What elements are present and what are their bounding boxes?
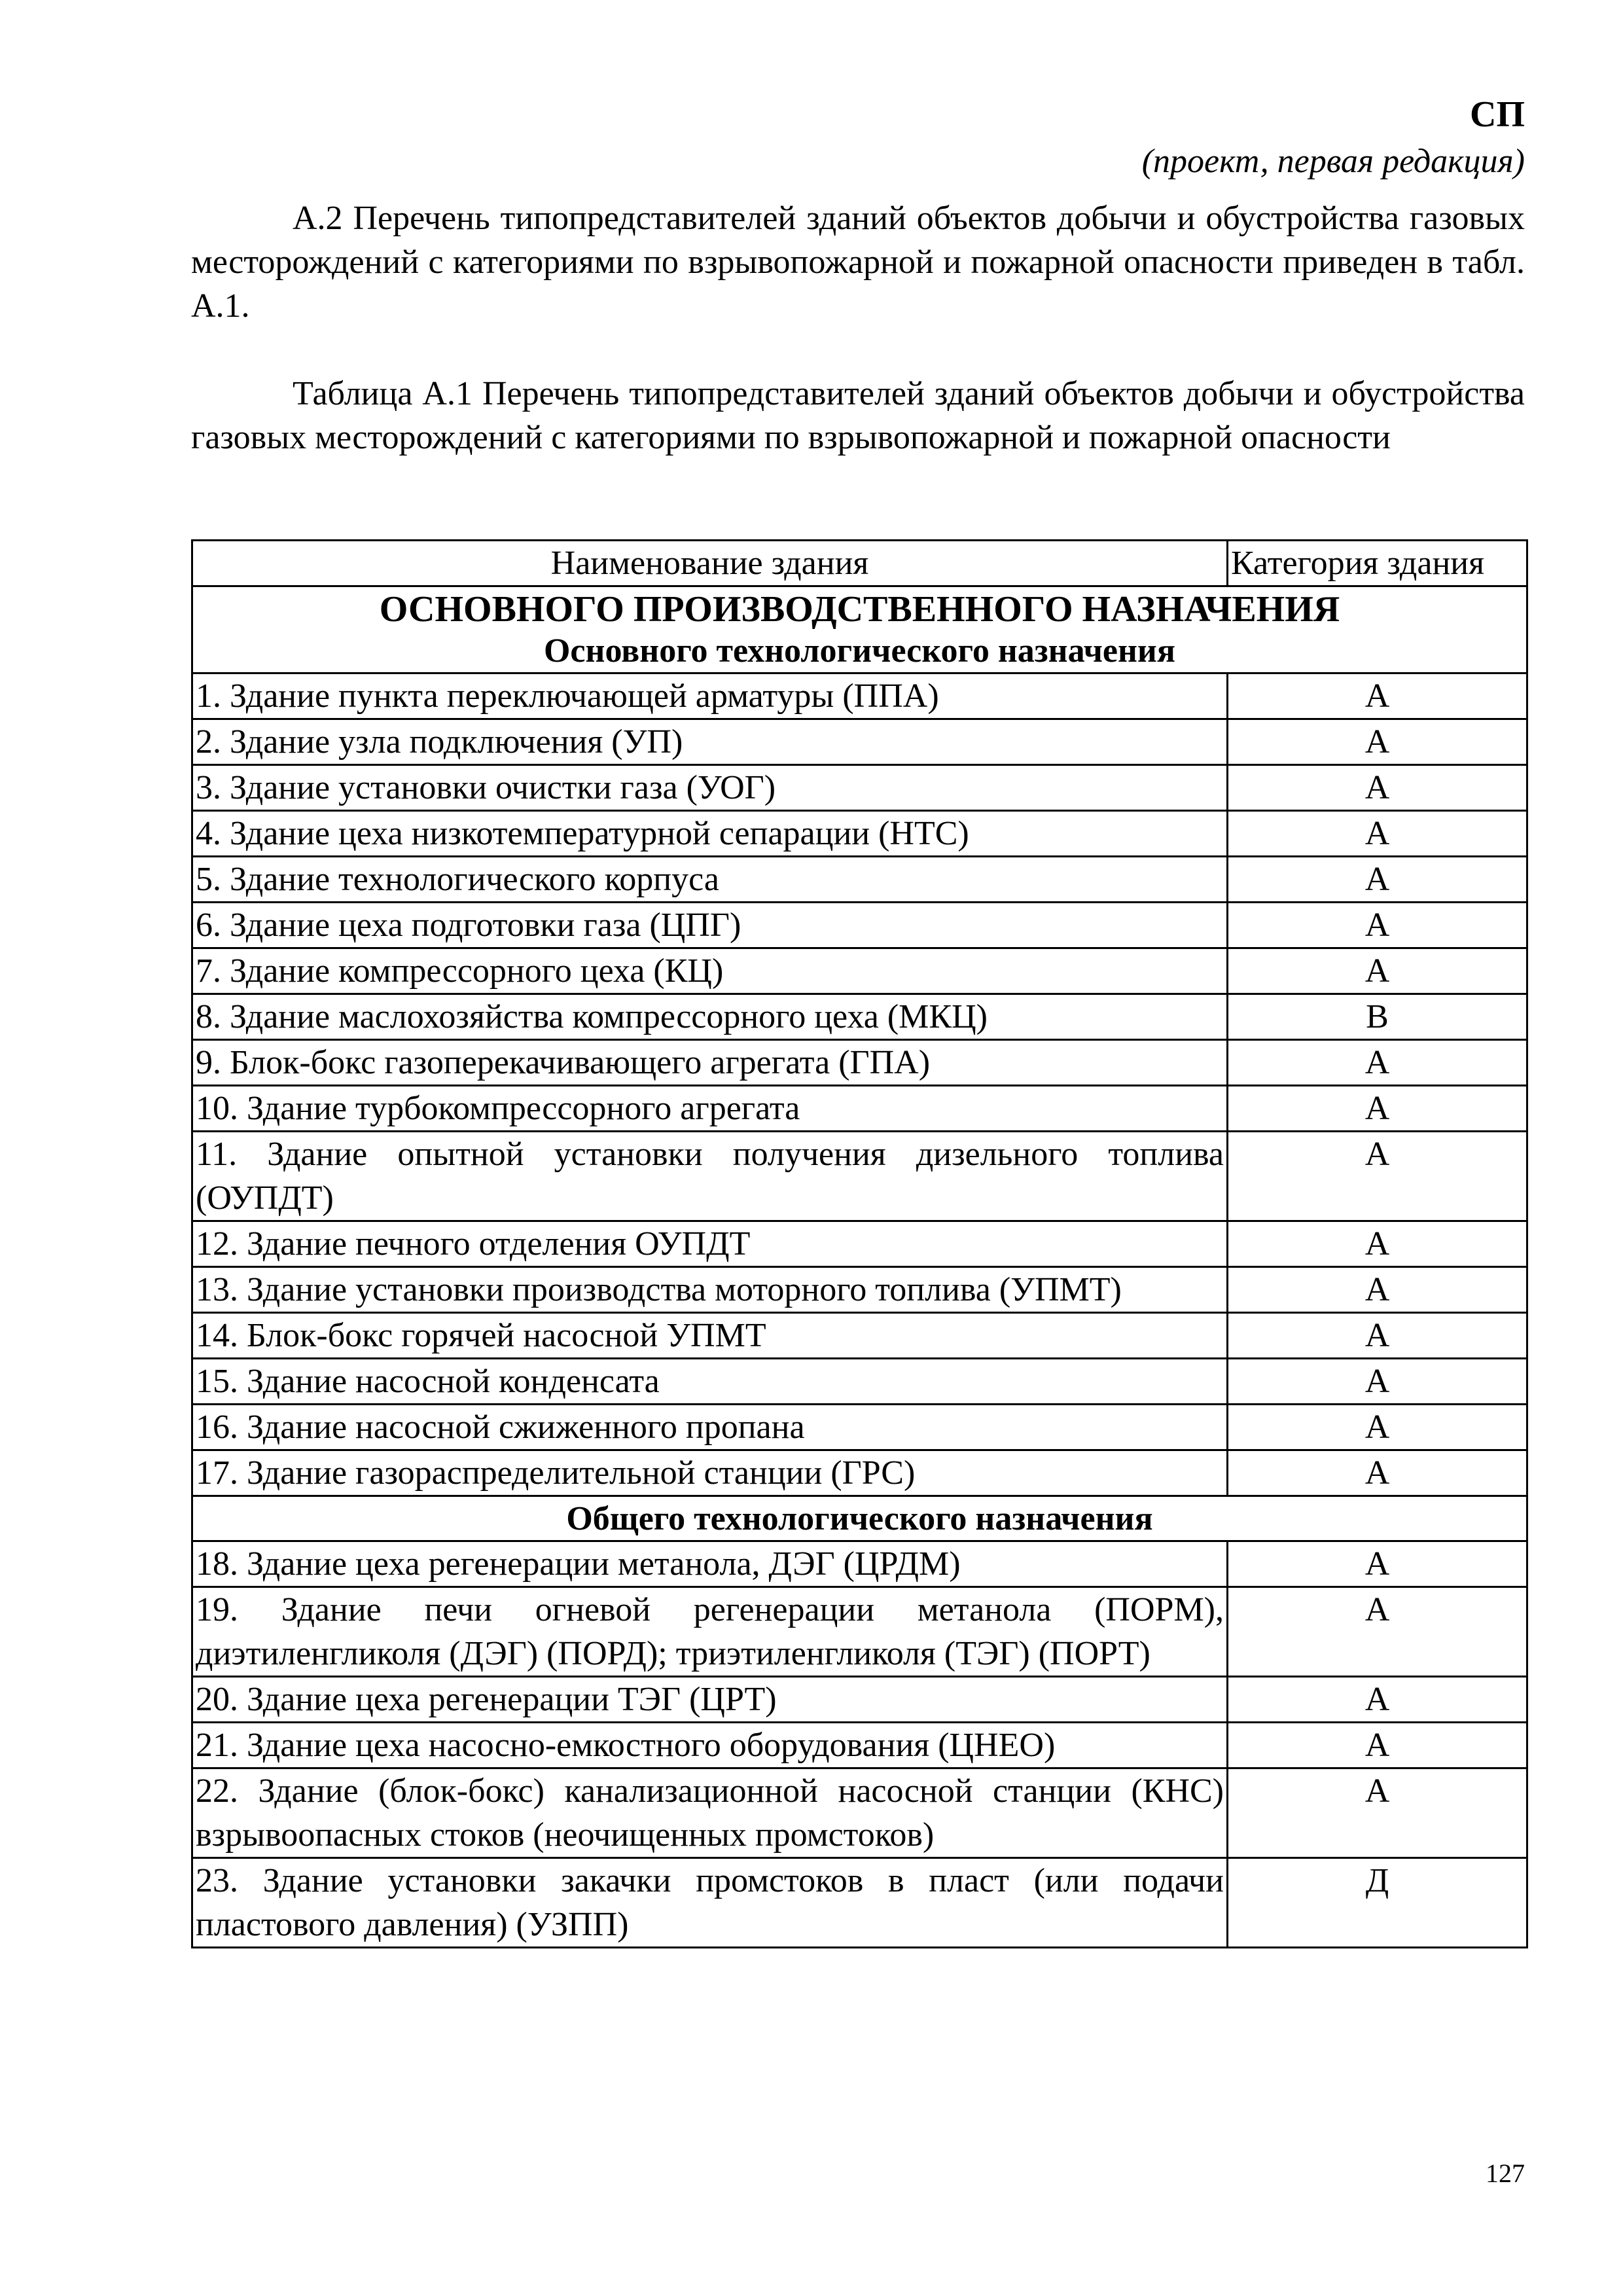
building-name: 18. Здание цеха регенерации метанола, ДЭГ (ЦРДМ)	[192, 1541, 1228, 1587]
building-name: 22. Здание (блок-бокс) канализационной насосной станции (КНС) взрывоопасных стоков (неочищенных промстоков)	[192, 1768, 1228, 1858]
subsection-title: Общего технологического назначения	[566, 1500, 1153, 1537]
building-name: 8. Здание маслохозяйства компрессорного цеха (МКЦ)	[192, 994, 1228, 1040]
building-name: 20. Здание цеха регенерации ТЭГ (ЦРТ)	[192, 1677, 1228, 1723]
building-category: А	[1228, 1587, 1527, 1677]
table-row	[192, 1768, 1527, 1858]
table-row	[192, 1450, 1527, 1496]
building-category: А	[1228, 1313, 1527, 1359]
building-category: А	[1228, 765, 1527, 811]
building-category: А	[1228, 811, 1527, 857]
table-row	[192, 857, 1527, 903]
header-category: Категория здания	[1228, 541, 1527, 586]
building-category: А	[1228, 1768, 1527, 1858]
building-name: 21. Здание цеха насосно-емкостного оборудования (ЦНЕО)	[192, 1723, 1228, 1768]
building-category: А	[1228, 1450, 1527, 1496]
subsection-title: Основного технологического назначения	[543, 632, 1176, 670]
building-name: 7. Здание компрессорного цеха (КЦ)	[192, 948, 1228, 994]
building-category: А	[1228, 1405, 1527, 1450]
building-category: А	[1228, 719, 1527, 765]
table-row	[192, 1040, 1527, 1086]
building-name: 11. Здание опытной установки получения дизельного топлива (ОУПДТ)	[192, 1132, 1228, 1221]
table-row	[192, 903, 1527, 948]
table-row	[192, 1858, 1527, 1948]
table-caption: Таблица А.1 Перечень типопредставителей зданий объектов добычи и обустройства газовых месторождений с категориями по взрывопожарной и пожарной опасности	[191, 375, 1525, 456]
table-row	[192, 1541, 1527, 1587]
table-row	[192, 948, 1527, 994]
building-category: А	[1228, 857, 1527, 903]
building-category: А	[1228, 1541, 1527, 1587]
building-category: А	[1228, 1040, 1527, 1086]
table-row	[192, 1677, 1527, 1723]
building-category: А	[1228, 673, 1527, 719]
table-row	[192, 1405, 1527, 1450]
table-row	[192, 1313, 1527, 1359]
subsection-heading	[192, 1496, 1527, 1541]
building-name: 15. Здание насосной конденсата	[192, 1359, 1228, 1405]
building-category: А	[1228, 948, 1527, 994]
document-subtitle: (проект, первая редакция)	[1141, 143, 1525, 180]
table-row	[192, 1086, 1527, 1132]
building-category: А	[1228, 1267, 1527, 1313]
building-name: 10. Здание турбокомпрессорного агрегата	[192, 1086, 1228, 1132]
table-header-row	[192, 541, 1527, 586]
building-category: В	[1228, 994, 1527, 1040]
section-row	[192, 586, 1527, 673]
building-category: А	[1228, 1359, 1527, 1405]
table-row	[192, 765, 1527, 811]
building-category: А	[1228, 1086, 1527, 1132]
subsection-row	[192, 1496, 1527, 1541]
document-code: СП	[1470, 94, 1525, 135]
building-name: 14. Блок-бокс горячей насосной УПМТ	[192, 1313, 1228, 1359]
building-name: 9. Блок-бокс газоперекачивающего агрегата (ГПА)	[192, 1040, 1228, 1086]
building-category: А	[1228, 1723, 1527, 1768]
building-category: А	[1228, 1132, 1527, 1221]
table-row	[192, 1359, 1527, 1405]
building-name: 17. Здание газораспределительной станции (ГРС)	[192, 1450, 1228, 1496]
building-category: А	[1228, 1677, 1527, 1723]
building-name: 4. Здание цеха низкотемпературной сепарации (НТС)	[192, 811, 1228, 857]
section-heading	[192, 586, 1527, 673]
building-category: А	[1228, 1221, 1527, 1267]
building-name: 13. Здание установки производства моторного топлива (УПМТ)	[192, 1267, 1228, 1313]
building-name: 2. Здание узла подключения (УП)	[192, 719, 1228, 765]
table-row	[192, 719, 1527, 765]
building-name: 12. Здание печного отделения ОУПДТ	[192, 1221, 1228, 1267]
table-row	[192, 1132, 1527, 1221]
building-name: 23. Здание установки закачки промстоков в пласт (или подачи пластового давления) (УЗПП)	[192, 1858, 1228, 1948]
table-row	[192, 1267, 1527, 1313]
table-row	[192, 1221, 1527, 1267]
building-name: 19. Здание печи огневой регенерации метанола (ПОРМ), диэтиленгликоля (ДЭГ) (ПОРД); триэтиленгликоля (ТЭГ) (ПОРТ)	[192, 1587, 1228, 1677]
header-name: Наименование здания	[192, 541, 1228, 586]
building-category: Д	[1228, 1858, 1527, 1948]
intro-paragraph: А.2 Перечень типопредставителей зданий объектов добычи и обустройства газовых месторождений с категориями по взрывопожарной и пожарной опасности приведен в табл. А.1.	[191, 200, 1525, 325]
building-name: 1. Здание пункта переключающей арматуры (ППА)	[192, 673, 1228, 719]
building-name: 3. Здание установки очистки газа (УОГ)	[192, 765, 1228, 811]
buildings-table	[191, 539, 1528, 1948]
table-row	[192, 994, 1527, 1040]
building-name: 6. Здание цеха подготовки газа (ЦПГ)	[192, 903, 1228, 948]
table-row	[192, 1723, 1527, 1768]
building-name: 16. Здание насосной сжиженного пропана	[192, 1405, 1228, 1450]
building-category: А	[1228, 903, 1527, 948]
table-row	[192, 811, 1527, 857]
section-main-title: ОСНОВНОГО ПРОИЗВОДСТВЕННОГО НАЗНАЧЕНИЯ	[379, 589, 1340, 630]
table-row	[192, 673, 1527, 719]
table-row	[192, 1587, 1527, 1677]
page-number: 127	[1486, 2159, 1525, 2188]
building-name: 5. Здание технологического корпуса	[192, 857, 1228, 903]
